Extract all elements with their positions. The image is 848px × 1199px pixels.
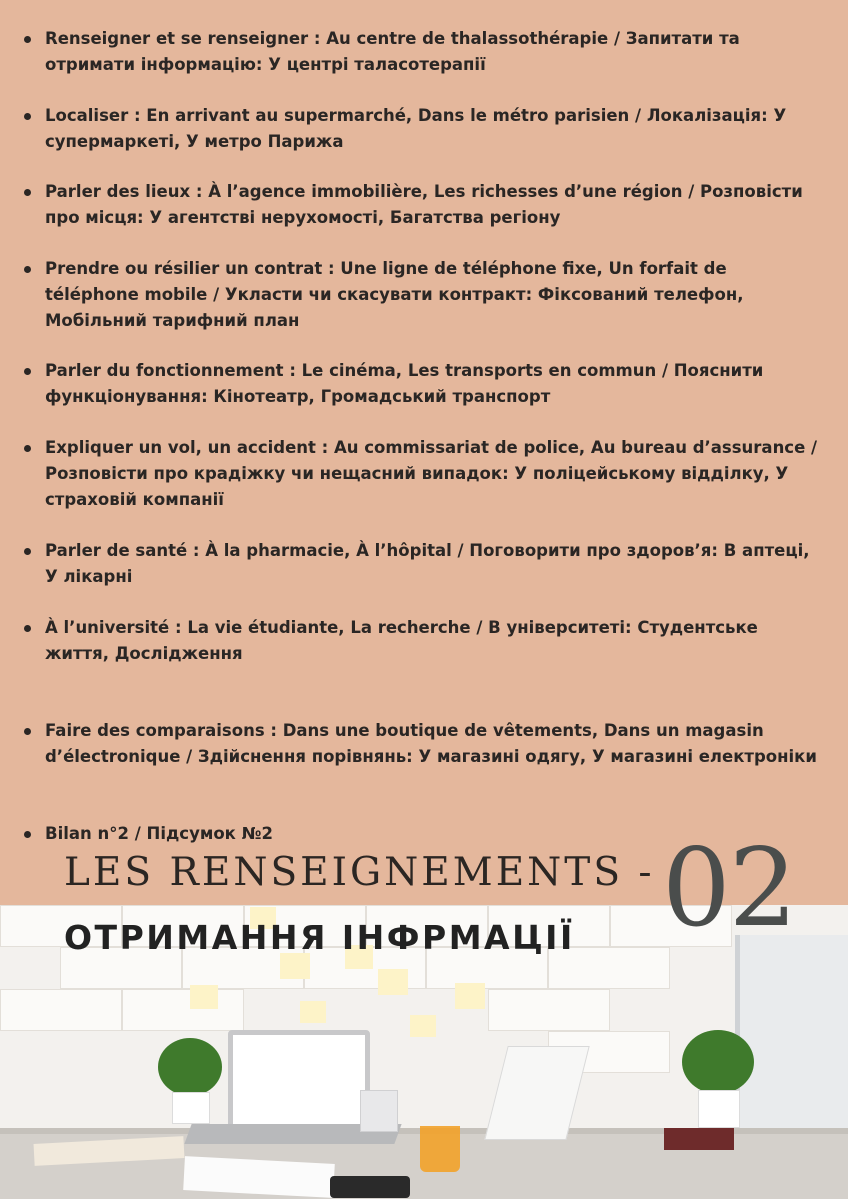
list-item [24,256,824,334]
list-item-text: À l’université : La vie étudiante, La recherche / В університеті: Студентське життя, Дослідження [45,618,758,663]
list-item-text: Prendre ou résilier un contrat : Une ligne de téléphone fixe, Un forfait de téléphone mobile / Укласти чи скасувати контракт: Фіксований телефон, Мобільний тарифний план [45,259,744,330]
sticky-note [378,969,408,995]
phone [330,1176,410,1198]
bullet-icon [24,548,31,555]
pencil-cup [360,1090,398,1132]
pot-right [698,1090,740,1128]
title-ukrainian: ОТРИМАННЯ ІНФРМАЦІЇ [64,918,575,957]
plant-right [682,1030,754,1094]
list-item [24,538,824,590]
laptop-screen [228,1030,370,1132]
list-item-text: Renseigner et se renseigner : Au centre de thalassothérapie / Запитати та отримати інформацію: У центрі таласотерапії [45,29,740,74]
list-item [24,103,824,155]
bullet-icon [24,36,31,43]
list-item-text: Bilan n°2 / Підсумок №2 [45,824,273,843]
wall-brick [488,989,610,1031]
list-item [24,179,824,231]
sticky-note [410,1015,436,1037]
list-item [24,26,824,78]
pot-left [172,1092,210,1124]
bullet-icon [24,113,31,120]
bullet-icon [24,368,31,375]
book-stack [664,1128,734,1150]
title-french: LES RENSEIGNEMENTS - [64,850,655,895]
bullet-icon [24,728,31,735]
sticky-note [300,1001,326,1023]
chapter-number: 02 [662,826,796,951]
list-item [24,615,824,667]
bullet-icon [24,189,31,196]
list-item [24,435,824,513]
list-item-text: Expliquer un vol, un accident : Au commissariat de police, Au bureau d’assurance / Розповісти про крадіжку чи нещасний випадок: У поліцейському відділку, У страховій компанії [45,438,818,509]
list-item [24,718,824,770]
juice-glass [420,1126,460,1172]
wall-brick [122,989,244,1031]
sticky-note [455,983,485,1009]
wall-brick [0,989,122,1031]
sticky-note [190,985,218,1009]
list-item-text: Parler du fonctionnement : Le cinéma, Les transports en commun / Пояснити функціонування: Кінотеатр, Громадський транспорт [45,361,764,406]
bullet-icon [24,445,31,452]
bullet-icon [24,831,31,838]
bullet-icon [24,266,31,273]
bullet-icon [24,625,31,632]
list-item-text: Localiser : En arrivant au supermarché, Dans le métro parisien / Локалізація: У супермаркеті, У метро Парижа [45,106,787,151]
plant-left [158,1038,222,1096]
list-item-text: Parler de santé : À la pharmacie, À l’hôpital / Поговорити про здоров’я: В аптеці, У лікарні [45,541,810,586]
list-item-text: Faire des comparaisons : Dans une boutique de vêtements, Dans un magasin d’électronique / Здійснення порівнянь: У магазині одягу, У магазині електроніки [45,721,817,766]
list-item-text: Parler des lieux : À l’agence immobilière, Les richesses d’une région / Розповісти про місця: У агентстві нерухомості, Багатства регіону [45,182,803,227]
list-item [24,358,824,410]
